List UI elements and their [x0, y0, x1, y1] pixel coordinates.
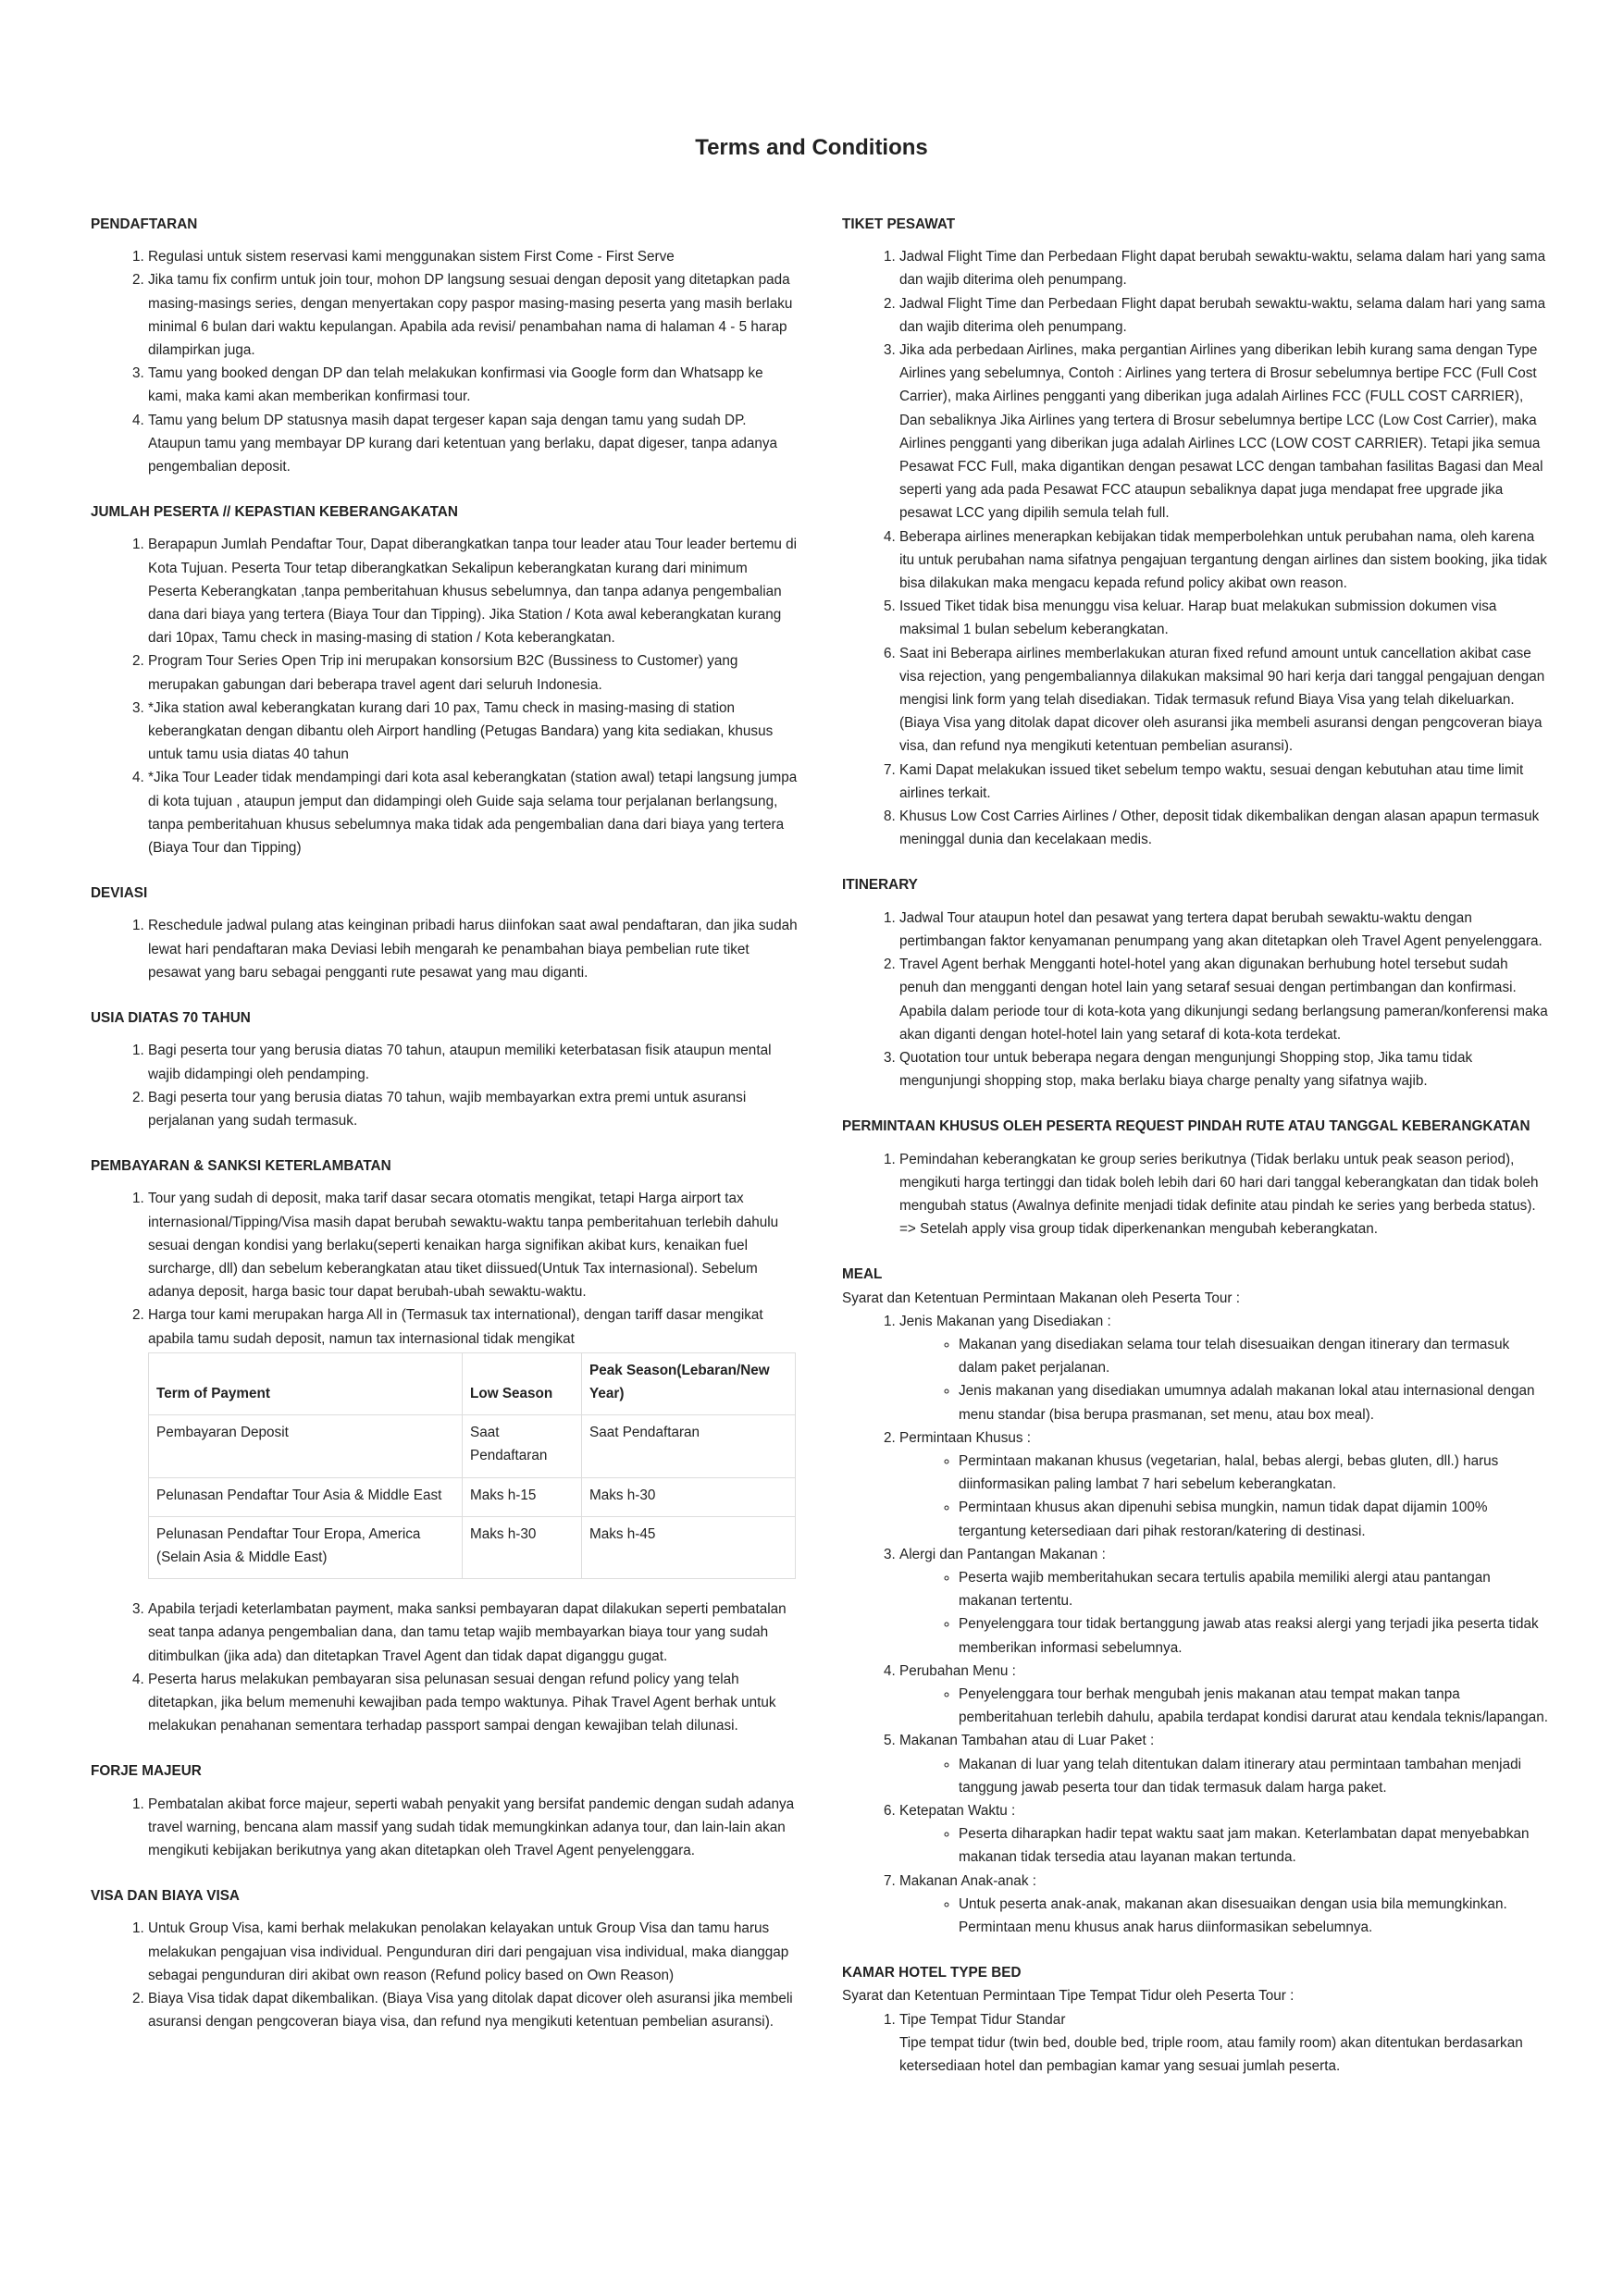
- section-jumlah-peserta: [91, 500, 799, 859]
- section-title: FORJE MAJEUR: [91, 1763, 202, 1780]
- list-item: 3. *Jika station awal keberangkatan kurang dari 10 pax, Tamu check in masing-masing di station keberangkatan dengan dibantu oleh Airport handling (Petugas Bandara) yang kita sediakan, khusus untuk tamu usia diatas 40 tahun: [148, 697, 799, 767]
- table-cell: Maks h-45: [582, 1516, 796, 1578]
- section-itinerary: [842, 873, 1549, 1092]
- sub-list: [899, 1450, 1549, 1543]
- table-cell: Maks h-15: [463, 1477, 582, 1516]
- list-item: 1. Untuk Group Visa, kami berhak melakukan penolakan kelayakan untuk Group Visa dan tamu harus melakukan pengajuan visa individual. Pengunduran diri dari pengajuan visa individual, maka dianggap sebagai pengunduran diri akibat own reason (Refund policy based on Own Reason): [148, 1917, 799, 1987]
- list-item-label: Makanan Tambahan atau di Luar Paket :: [899, 1733, 1155, 1749]
- sub-list-item: ◦ Makanan di luar yang telah ditentukan dalam itinerary atau permintaan tambahan menjadi tanggung jawab peserta tour dan tidak termasuk dalam harga paket.: [959, 1753, 1549, 1799]
- section-title: JUMLAH PESERTA // KEPASTIAN KEBERANGAKATAN: [91, 504, 458, 521]
- list-item: [899, 1310, 1549, 1426]
- sub-list-item: ◦ Peserta diharapkan hadir tepat waktu saat jam makan. Keterlambatan dapat menyebabkan makanan tidak tersedia atau layanan makan tertunda.: [959, 1822, 1549, 1869]
- list-item-label: Alergi dan Pantangan Makanan :: [899, 1546, 1106, 1562]
- list-item: 2. Travel Agent berhak Mengganti hotel-hotel yang akan digunakan berhubung hotel tersebut sudah penuh dan mengganti dengan hotel lain yang setaraf sesuai dengan pertimbangan dan konfirmasi. Apabila dalam periode tour di kota-kota yang dikunjungi sedang berlangsung pameran/konferensi maka akan diganti dengan hotel-hotel lain yang setaraf di kota-kota terdekat.: [899, 953, 1549, 1046]
- list-item: 2. Jika tamu fix confirm untuk join tour, mohon DP langsung sesuai dengan deposit yang ditetapkan pada masing-masings series, dengan menyertakan copy paspor masing-masing peserta yang masih berlaku minimal 6 bulan dari waktu kepulangan. Apabila ada revisi/ penambahan nama di halaman 4 - 5 harap dilampirkan juga.: [148, 268, 799, 362]
- terms-list: [91, 245, 799, 478]
- list-item-text: Tipe tempat tidur (twin bed, double bed, triple room, atau family room) akan ditentukan berdasarkan ketersediaan hotel dan pembagian kamar yang sesuai jumlah peserta.: [899, 2034, 1523, 2075]
- section-pembayaran: [91, 1154, 799, 1737]
- section-tiket-pesawat: [842, 213, 1549, 851]
- list-item: [899, 2008, 1549, 2079]
- list-item: 4. *Jika Tour Leader tidak mendampingi dari kota asal keberangkatan (station awal) tetapi langsung jumpa di kota tujuan , ataupun jemput dan didampingi oleh Guide saja selama tour perjalanan berlangsung, tanpa pemberitahuan khusus sebelumnya maka tidak ada pengembalian dana dari biaya yang tertera (Biaya Tour dan Tipping): [148, 766, 799, 859]
- list-item: 4. Peserta harus melakukan pembayaran sisa pelunasan sesuai dengan refund policy yang telah ditetapkan, jika belum memenuhi kewajiban pada tempo waktunya. Pihak Travel Agent berhak untuk melakukan penahanan sementara terhadap passport sampai dengan kewajiban telah dilunasi.: [148, 1668, 799, 1738]
- list-item: [899, 1660, 1549, 1730]
- list-item: 1. Regulasi untuk sistem reservasi kami menggunakan sistem First Come - First Serve: [148, 245, 799, 268]
- sub-list-item: ◦ Makanan yang disediakan selama tour telah disesuaikan dengan itinerary dan termasuk dalam paket perjalanan.: [959, 1333, 1549, 1379]
- section-kamar-hotel: [842, 1961, 1549, 2078]
- list-item: 3. Tamu yang booked dengan DP dan telah melakukan konfirmasi via Google form dan Whatsapp ke kami, maka kami akan memberikan konfirmasi tour.: [148, 362, 799, 408]
- section-usia: [91, 1006, 799, 1132]
- list-item-label: Permintaan Khusus :: [899, 1429, 1031, 1446]
- terms-list: [842, 907, 1549, 1093]
- list-item: 2. Program Tour Series Open Trip ini merupakan konsorsium B2C (Bussiness to Customer) yang merupakan gabungan dari beberapa travel agent dari seluruh Indonesia.: [148, 649, 799, 696]
- table-cell: Maks h-30: [582, 1477, 796, 1516]
- list-item: 4. Beberapa airlines menerapkan kebijakan tidak memperbolehkan untuk perubahan nama, oleh karena itu untuk perubahan nama sifatnya pengajuan tergantung dengan airlines dan sistem booking, jika tidak bisa dilakukan maka mengacu kepada refund policy akibat own reason.: [899, 525, 1549, 596]
- sub-list-item: ◦ Penyelenggara tour berhak mengubah jenis makanan atau tempat makan tanpa pemberitahuan terlebih dahulu, apabila terdapat kondisi darurat atau kendala teknis/lapangan.: [959, 1683, 1549, 1729]
- terms-list: [91, 1917, 799, 2033]
- sub-list: [899, 1333, 1549, 1426]
- list-item: 1. Berapapun Jumlah Pendaftar Tour, Dapat diberangkatkan tanpa tour leader atau Tour leader bertemu di Kota Tujuan. Peserta Tour tetap diberangkatkan Sekalipun keberangkatan kurang dari minimum Peserta Keberangkatan ,tanpa pemberitahuan khusus sebelumnya, dan tanpa adanya pengembalian dana dari biaya yang tertera (Biaya Tour dan Tipping). Jika Station / Kota awal keberangkatan kurang dari 10pax, Tamu check in masing-masing di station / Kota keberangkatan.: [148, 533, 799, 649]
- list-item: 3. Jika ada perbedaan Airlines, maka pergantian Airlines yang diberikan lebih kurang sama dengan Type Airlines yang sebelumnya, Contoh : Airlines yang tertera di Brosur sebelumnya bertipe FCC (Full Cost Carrier), maka Airlines pengganti yang diberikan juga adalah Airlines FCC (FULL COST CARRIER), Dan sebaliknya Jika Airlines yang tertera di Brosur sebelumnya bertipe LCC (Low Cost Carrier), maka Airlines pengganti yang diberikan juga adalah Airlines LCC (LOW COST CARRIER). Tetapi jika semua Pesawat FCC Full, maka digantikan dengan pesawat LCC dengan tambahan fasilitas Bagasi dan Meal seperti yang ada pada Pesawat FCC ataupun sebaliknya dapat juga mendapat free upgrade jika pesawat LCC yang dipilih semula telah full.: [899, 339, 1549, 525]
- list-item: [899, 1543, 1549, 1660]
- table-cell: Pelunasan Pendaftar Tour Eropa, America (Selain Asia & Middle East): [149, 1516, 463, 1578]
- list-item: [899, 1729, 1549, 1799]
- sub-list-item: ◦ Untuk peserta anak-anak, makanan akan disesuaikan dengan usia bila memungkinkan. Permintaan menu khusus anak harus diinformasikan sebelumnya.: [959, 1893, 1549, 1939]
- terms-list: [91, 533, 799, 859]
- list-item: 6. Saat ini Beberapa airlines memberlakukan aturan fixed refund amount untuk cancellation akibat case visa rejection, yang pengembaliannya dilakukan maksimal 90 hari kerja dari tanggal pengajuan dengan mengisi link form yang telah disediakan. Tidak termasuk refund Biaya Visa yang telah dikeluarkan. (Biaya Visa yang ditolak dapat dicover oleh asuransi jika membeli asuransi dengan pengcoveran biaya visa, dan refund nya mengikuti ketentuan pembelian asuransi).: [899, 642, 1549, 759]
- sub-list-item: ◦ Peserta wajib memberitahukan secara tertulis apabila memiliki alergi atau pantangan makanan tertentu.: [959, 1566, 1549, 1612]
- table-header: Peak Season(Lebaran/New Year): [582, 1352, 796, 1414]
- left-column: [91, 213, 799, 2055]
- terms-list: [91, 914, 799, 984]
- section-permintaan-khusus: [842, 1115, 1549, 1241]
- page-title: Terms and Conditions: [695, 135, 928, 160]
- sub-list: [899, 1566, 1549, 1660]
- list-item-label: 1. Tipe Tempat Tidur Standar: [899, 2011, 1066, 2028]
- terms-list: [842, 2008, 1549, 2079]
- list-item: [148, 1303, 799, 1579]
- section-title: PENDAFTARAN: [91, 216, 198, 232]
- list-item: 1. Pemindahan keberangkatan ke group series berikutnya (Tidak berlaku untuk peak season period), mengikuti harga tertinggi dan tidak boleh lebih dari 60 hari dari tanggal keberangkatan dan tidak boleh mengubah status (Awalnya definite menjadi tidak definite atau pindah ke series yang berbeda status). => Setelah apply visa group tidak diperkenankan mengubah keberangkatan.: [899, 1148, 1549, 1241]
- sub-list: [899, 1822, 1549, 1869]
- section-title: USIA DIATAS 70 TAHUN: [91, 1010, 251, 1027]
- table-cell: Maks h-30: [463, 1516, 582, 1578]
- section-title: KAMAR HOTEL TYPE BED: [842, 1965, 1022, 1981]
- section-meal: [842, 1263, 1549, 1939]
- list-item: 1. Pembatalan akibat force majeur, seperti wabah penyakit yang bersifat pandemic dengan sudah adanya travel warning, bencana alam massif yang sudah tidak memungkinkan adanya tour, dan lain-lain akan mengikuti kebijakan berikutnya yang akan ditetapkan oleh Travel Agent penyelenggara.: [148, 1793, 799, 1863]
- payment-table: [148, 1352, 796, 1579]
- table-header-row: [149, 1352, 796, 1414]
- table-row: [149, 1516, 796, 1578]
- list-item: 2. Bagi peserta tour yang berusia diatas 70 tahun, wajib membayarkan extra premi untuk asuransi perjalanan yang sudah termasuk.: [148, 1086, 799, 1132]
- section-title: VISA DAN BIAYA VISA: [91, 1888, 240, 1905]
- list-item: 1. Reschedule jadwal pulang atas keinginan pribadi harus diinfokan saat awal pendaftaran, dan jika sudah lewat hari pendaftaran maka Deviasi lebih mengarah ke penambahan biaya pembelian rute tiket pesawat yang baru sebagai pengganti rute pesawat yang mau diganti.: [148, 914, 799, 984]
- list-item-label: Makanan Anak-anak :: [899, 1872, 1036, 1889]
- section-title: ITINERARY: [842, 877, 918, 894]
- section-intro: Syarat dan Ketentuan Permintaan Makanan oleh Peserta Tour :: [842, 1290, 1241, 1306]
- list-item: [899, 1870, 1549, 1940]
- list-item: 2. Jadwal Flight Time dan Perbedaan Flight dapat berubah sewaktu-waktu, selama dalam hari yang sama dan wajib diterima oleh penumpang.: [899, 292, 1549, 339]
- section-deviasi: [91, 882, 799, 984]
- sub-list: [899, 1683, 1549, 1729]
- list-item-label: Jenis Makanan yang Disediakan :: [899, 1313, 1111, 1329]
- section-title: MEAL: [842, 1266, 883, 1283]
- table-cell: Saat Pendaftaran: [582, 1415, 796, 1477]
- list-item: 5. Issued Tiket tidak bisa menunggu visa keluar. Harap buat melakukan submission dokumen visa maksimal 1 bulan sebelum keberangkatan.: [899, 595, 1549, 641]
- section-title: PERMINTAAN KHUSUS OLEH PESERTA REQUEST PINDAH RUTE ATAU TANGGAL KEBERANGKATAN: [842, 1118, 1530, 1135]
- list-item: 1. Tour yang sudah di deposit, maka tarif dasar secara otomatis mengikat, tetapi Harga airport tax internasional/Tipping/Visa masih dapat berubah sewaktu-waktu tanpa pemberitahuan terlebih dahulu sesuai dengan kondisi yang berlaku(seperti kenaikan harga signifikan akibat kurs, kenaikan fuel surcharge, dll) dan sebelum keberangkatan atau tiket diissued(Untuk Tax internasional). Sebelum adanya deposit, harga basic tour dapat berubah-ubah sewaktu-waktu.: [148, 1187, 799, 1303]
- table-cell: Saat Pendaftaran: [463, 1415, 582, 1477]
- section-title: DEVIASI: [91, 885, 148, 902]
- sub-list: [899, 1893, 1549, 1939]
- sub-list-item: ◦ Jenis makanan yang disediakan umumnya adalah makanan lokal atau internasional dengan menu standar (bisa berupa prasmanan, set menu, atau box meal).: [959, 1379, 1549, 1426]
- list-item: 7. Kami Dapat melakukan issued tiket sebelum tempo waktu, sesuai dengan kebutuhan atau time limit airlines terkait.: [899, 759, 1549, 805]
- table-cell: Pembayaran Deposit: [149, 1415, 463, 1477]
- sub-list-item: ◦ Penyelenggara tour tidak bertanggung jawab atas reaksi alergi yang terjadi jika peserta tidak memberikan informasi sebelumnya.: [959, 1612, 1549, 1659]
- list-item: 1. Bagi peserta tour yang berusia diatas 70 tahun, ataupun memiliki keterbatasan fisik ataupun mental wajib didampingi oleh pendamping.: [148, 1039, 799, 1085]
- section-pendaftaran: [91, 213, 799, 478]
- table-header: Low Season: [463, 1352, 582, 1414]
- sub-list: [899, 1753, 1549, 1799]
- list-item-label: Ketepatan Waktu :: [899, 1803, 1016, 1819]
- sub-list-item: ◦ Permintaan makanan khusus (vegetarian, halal, bebas alergi, bebas gluten, dll.) harus diinformasikan paling lambat 7 hari sebelum keberangkatan.: [959, 1450, 1549, 1496]
- terms-list: [842, 245, 1549, 851]
- list-item: 4. Tamu yang belum DP statusnya masih dapat tergeser kapan saja dengan tamu yang sudah DP. Ataupun tamu yang membayar DP kurang dari ketentuan yang berlaku, dapat digeser, tanpa adanya pengembalian deposit.: [148, 409, 799, 479]
- list-item: [899, 1426, 1549, 1543]
- list-item-label: Perubahan Menu :: [899, 1662, 1016, 1679]
- terms-list: [91, 1793, 799, 1863]
- list-item: 2. Biaya Visa tidak dapat dikembalikan. (Biaya Visa yang ditolak dapat dicover oleh asuransi jika membeli asuransi dengan pengcoveran biaya visa, dan refund nya mengikuti ketentuan pembelian asuransi).: [148, 1987, 799, 2033]
- list-item: 3. Apabila terjadi keterlambatan payment, maka sanksi pembayaran dapat dilakukan seperti pembatalan seat tanpa adanya pengembalian dana, dan tamu tetap wajib membayarkan biaya tour yang sudah ditimbulkan (jika ada) dan ditetapkan Travel Agent dan tidak dapat diganggu gugat.: [148, 1598, 799, 1668]
- table-row: [149, 1477, 796, 1516]
- section-title: TIKET PESAWAT: [842, 216, 956, 232]
- terms-list: [91, 1039, 799, 1132]
- table-row: [149, 1415, 796, 1477]
- section-visa: [91, 1884, 799, 2033]
- section-intro: Syarat dan Ketentuan Permintaan Tipe Tempat Tidur oleh Peserta Tour :: [842, 1988, 1295, 2005]
- table-header: Term of Payment: [149, 1352, 463, 1414]
- list-item: 8. Khusus Low Cost Carries Airlines / Other, deposit tidak dikembalikan dengan alasan apapun termasuk meninggal dunia dan kecelakaan medis.: [899, 805, 1549, 851]
- section-forje-majeur: [91, 1759, 799, 1862]
- terms-list: [842, 1310, 1549, 1939]
- sub-list-item: ◦ Permintaan khusus akan dipenuhi sebisa mungkin, namun tidak dapat dijamin 100% tergantung ketersediaan dari pihak restoran/katering di destinasi.: [959, 1496, 1549, 1542]
- list-item-text: Harga tour kami merupakan harga All in (Termasuk tax international), dengan tariff dasar mengikat apabila tamu sudah deposit, namun tax internasional tidak mengikat: [148, 1307, 763, 1347]
- terms-list: [91, 1187, 799, 1737]
- list-item: 1. Jadwal Tour ataupun hotel dan pesawat yang tertera dapat berubah sewaktu-waktu dengan pertimbangan faktor kenyamanan penumpang yang akan ditetapkan oleh Travel Agent penyelenggara.: [899, 907, 1549, 953]
- table-cell: Pelunasan Pendaftar Tour Asia & Middle East: [149, 1477, 463, 1516]
- terms-list: [842, 1148, 1549, 1241]
- list-item: [899, 1799, 1549, 1870]
- section-title: PEMBAYARAN & SANKSI KETERLAMBATAN: [91, 1158, 391, 1175]
- right-column: [842, 213, 1549, 2100]
- list-item: 3. Quotation tour untuk beberapa negara dengan mengunjungi Shopping stop, Jika tamu tidak mengunjungi shopping stop, maka berlaku biaya charge penalty yang sifatnya wajib.: [899, 1046, 1549, 1092]
- list-item: 1. Jadwal Flight Time dan Perbedaan Flight dapat berubah sewaktu-waktu, selama dalam hari yang sama dan wajib diterima oleh penumpang.: [899, 245, 1549, 291]
